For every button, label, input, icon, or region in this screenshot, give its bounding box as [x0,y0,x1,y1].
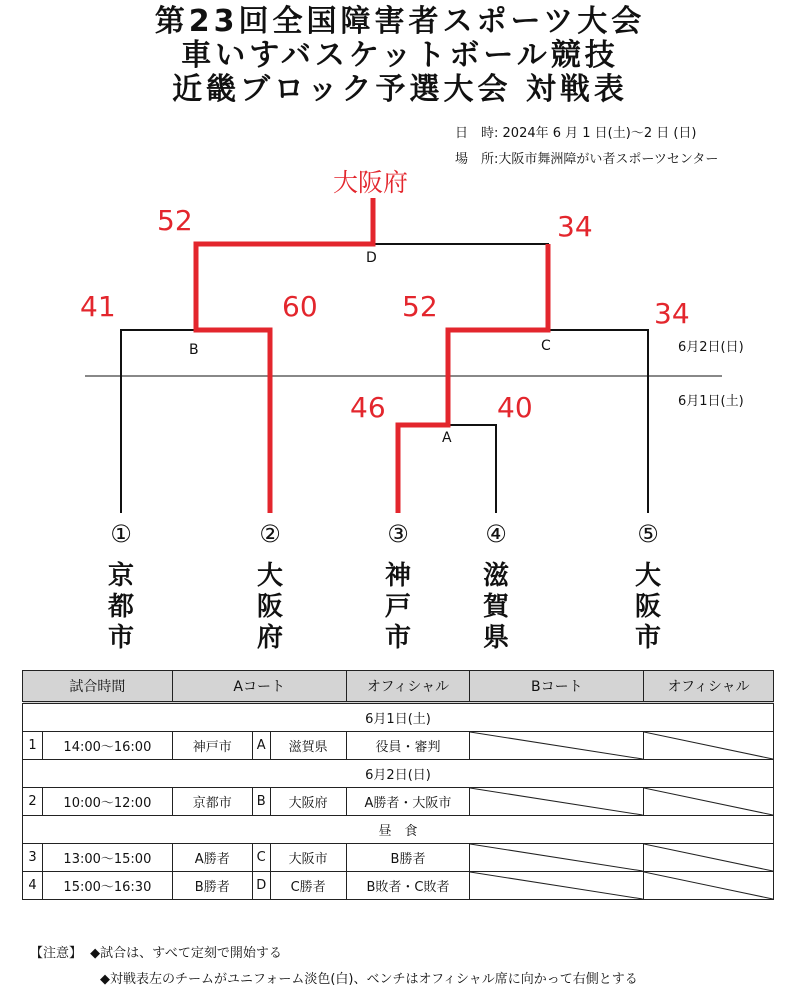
title-line-1: 第23回全国障害者スポーツ大会 [154,4,646,39]
notes-line-2 [100,968,638,987]
row-official: B敗者・C敗者 [346,872,470,900]
table-row [23,844,774,872]
team-1-char-2: 都 [107,592,134,622]
header-a-court: Aコート [172,671,346,703]
empty-b-court-cell [470,732,644,760]
row-time: 14:00～16:00 [42,732,172,760]
team-2-char-2: 阪 [256,592,283,622]
day2-row [23,760,774,788]
header-b-court: Bコート [470,671,644,703]
match-c-line [448,330,648,513]
score-c-right: 34 [654,297,690,330]
table-row [23,788,774,816]
team-3-char-3: 市 [384,623,411,653]
score-a-right: 40 [497,391,533,424]
team-5-char-1: 大 [634,561,661,591]
team-2-char-3: 府 [256,623,283,653]
team-3-char-1: 神 [384,561,411,591]
score-b-left: 41 [80,290,116,323]
match-label-b: B [189,342,199,358]
place-value: :大阪市舞洲障がい者スポーツセンター [494,152,719,167]
team-shiga-ken [476,561,516,654]
team-5-char-2: 阪 [634,592,661,622]
team-1-char-3: 市 [107,623,134,653]
place-label: 場 所 [455,152,495,167]
row-no: 4 [23,872,43,900]
team-number-1: ① [110,520,132,548]
table-row [23,872,774,900]
score-b-right: 60 [282,290,318,323]
note-item-2: ◆対戦表左のチームがユニフォーム淡色(白)、ベンチはオフィシャル席に向かって右側とする [100,972,638,987]
winner-path-osaka-fu [196,198,373,513]
empty-official-cell [644,732,774,760]
empty-official-cell [644,788,774,816]
row-court: B [252,788,270,816]
lunch-heading: 昼 食 [23,816,774,844]
table-row [23,732,774,760]
notes-label: 【注意】 [30,946,83,961]
team-3-char-2: 戸 [384,592,411,622]
empty-official-cell [644,844,774,872]
row-official: A勝者・大阪市 [346,788,470,816]
row-court: A [252,732,270,760]
team-kyoto-shi [101,561,141,654]
empty-b-court-cell [470,844,644,872]
champion-label: 大阪府 [333,168,409,197]
row-team-a: B勝者 [172,872,252,900]
team-2-char-1: 大 [256,561,283,591]
date-label: 日 時 [455,126,495,141]
note-item-1: ◆試合は、すべて定刻で開始する [90,946,282,961]
row-team-b: C勝者 [270,872,346,900]
notes-line-1 [30,942,282,961]
match-label-a: A [442,430,452,446]
team-4-char-2: 賀 [482,592,509,622]
team-number-5: ⑤ [637,520,659,548]
title-line-3: 近畿ブロック予選大会 対戦表 [172,72,628,107]
day1-label: 6月1日(土) [678,394,744,409]
score-c-left: 52 [402,290,438,323]
team-1-char-1: 京 [107,561,134,591]
team-number-4: ④ [485,520,507,548]
day1-heading: 6月1日(土) [23,703,774,732]
team-5-char-3: 市 [634,623,661,653]
bracket-lines [85,198,722,513]
row-official: B勝者 [346,844,470,872]
title-line-2: 車いすバスケットボール競技 [181,38,619,73]
score-a-left: 46 [350,391,386,424]
row-time: 13:00～15:00 [42,844,172,872]
team-4-char-1: 滋 [482,561,509,591]
day2-heading: 6月2日(日) [23,760,774,788]
row-team-b: 大阪市 [270,844,346,872]
day2-label: 6月2日(日) [678,340,744,355]
row-no: 2 [23,788,43,816]
row-team-b: 大阪府 [270,788,346,816]
row-team-a: A勝者 [172,844,252,872]
header-official-b: オフィシャル [644,671,774,703]
empty-b-court-cell [470,788,644,816]
row-time: 15:00～16:30 [42,872,172,900]
row-team-b: 滋賀県 [270,732,346,760]
team-osaka-fu [250,561,290,654]
row-team-a: 京都市 [172,788,252,816]
team-number-2: ② [259,520,281,548]
schedule-header-row [23,671,774,703]
row-court: C [252,844,270,872]
match-label-d: D [366,250,377,266]
team-kobe-shi [378,561,418,654]
row-court: D [252,872,270,900]
match-label-c: C [541,338,551,354]
date-value: : 2024年 6 月 1 日(土)～2 日 (日) [494,126,697,141]
row-team-a: 神戸市 [172,732,252,760]
empty-b-court-cell [470,872,644,900]
score-d-right: 34 [557,210,593,243]
header-time: 試合時間 [23,671,173,703]
team-osaka-shi [628,561,668,654]
day1-row [23,703,774,732]
score-d-left: 52 [157,204,193,237]
row-no: 3 [23,844,43,872]
winner-path-kobe [398,244,548,513]
row-official: 役員・審判 [346,732,470,760]
team-4-char-3: 県 [482,623,509,653]
schedule-table [22,670,774,900]
lunch-row [23,816,774,844]
row-time: 10:00～12:00 [42,788,172,816]
team-number-3: ③ [387,520,409,548]
header-official-a: オフィシャル [346,671,470,703]
empty-official-cell [644,872,774,900]
row-no: 1 [23,732,43,760]
